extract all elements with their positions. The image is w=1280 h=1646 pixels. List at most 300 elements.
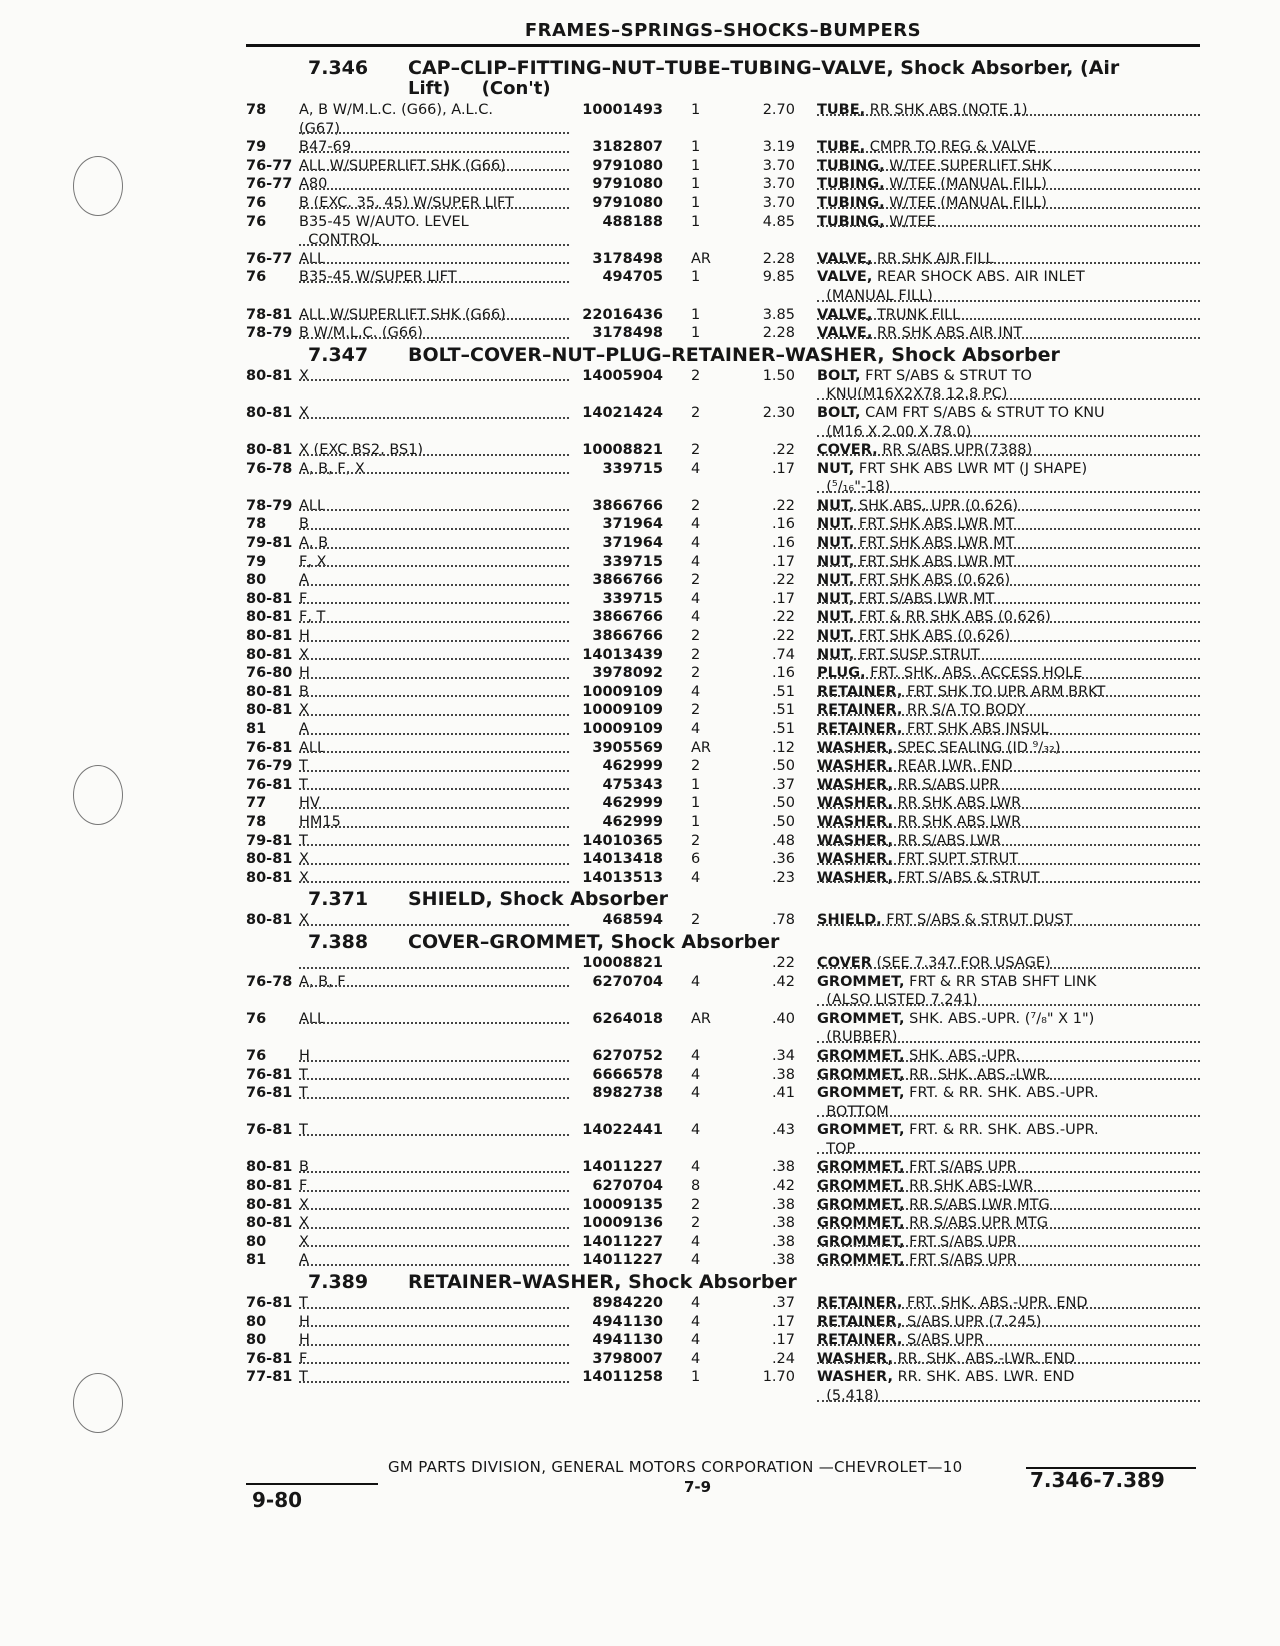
- dot-leader: [817, 318, 1200, 320]
- quantity: 4: [691, 535, 701, 552]
- model-year: 76-81: [246, 739, 293, 756]
- part-description: [795, 1121, 1200, 1158]
- description-line: [817, 515, 1200, 534]
- model-application: [299, 1010, 577, 1029]
- model-application: [299, 324, 577, 343]
- table-row: [246, 1294, 1200, 1313]
- description-line: [817, 534, 1200, 553]
- description-line: [817, 1294, 1200, 1313]
- description-detail: FRT S/ABS UPR: [904, 1233, 1017, 1250]
- footer-rule-left: [246, 1483, 378, 1485]
- part-description: [795, 194, 1200, 213]
- model-application: [299, 664, 577, 683]
- dot-leader: [817, 207, 1200, 209]
- table-row: [246, 1047, 1200, 1066]
- description-detail: FRT S/ABS & STRUT DUST: [881, 912, 1073, 929]
- quantity: 2: [691, 665, 701, 682]
- section-title: [408, 58, 1200, 99]
- model-text: X (EXC BS2, BS1): [299, 442, 427, 458]
- dot-leader: [299, 924, 569, 926]
- dot-leader: [817, 1362, 1200, 1364]
- description-line: [817, 869, 1200, 888]
- table-row: [246, 869, 1200, 888]
- model-line: [299, 1047, 569, 1066]
- quantity: 1: [691, 102, 701, 118]
- dot-leader: [299, 509, 569, 511]
- price: .22: [771, 628, 795, 645]
- description-line: [817, 213, 1200, 232]
- description-text: [817, 665, 1086, 681]
- description-text: [817, 974, 1100, 990]
- dot-leader: [817, 1041, 1200, 1043]
- description-text: [817, 955, 1055, 971]
- description-text: [817, 1178, 1037, 1194]
- table-row: [246, 1214, 1200, 1233]
- description-detail: BOTTOM: [817, 1103, 889, 1120]
- dot-leader: [817, 826, 1200, 828]
- description-line: [817, 1010, 1200, 1029]
- table-row: [246, 590, 1200, 609]
- part-description: [795, 1158, 1200, 1177]
- model-text: B (EXC. 35, 45) W/SUPER LIFT: [299, 195, 518, 211]
- description-keyword: RETAINER,: [817, 683, 903, 700]
- dot-leader: [817, 151, 1200, 153]
- description-line: [817, 1047, 1200, 1066]
- part-description: [795, 1084, 1200, 1121]
- description-keyword: GROMMET,: [817, 1047, 905, 1064]
- description-keyword: NUT,: [817, 516, 855, 533]
- model-line: [299, 213, 569, 232]
- part-description: [795, 441, 1200, 460]
- model-line: [299, 515, 569, 534]
- quantity: 1: [691, 813, 701, 830]
- model-year: 76: [246, 1047, 267, 1064]
- table-row: [246, 973, 1200, 1010]
- model-year: 76-81: [246, 1066, 293, 1083]
- description-line: [817, 1158, 1200, 1177]
- description-text: [817, 1314, 1045, 1330]
- part-description: [795, 869, 1200, 888]
- model-application: [299, 739, 577, 758]
- description-detail: FRT SHK ABS LWR MT: [854, 553, 1015, 570]
- description-line: [817, 324, 1200, 343]
- part-description: [795, 776, 1200, 795]
- dot-leader: [817, 1325, 1200, 1327]
- price: .22: [771, 442, 795, 459]
- model-line: [299, 553, 569, 572]
- description-text: [817, 1351, 1079, 1367]
- description-keyword: WASHER,: [817, 1350, 893, 1367]
- model-line: [299, 1010, 569, 1029]
- description-keyword: BOLT,: [817, 367, 861, 384]
- model-text: B47-69: [299, 139, 355, 155]
- section-title-text: RETAINER–WASHER, Shock Absorber: [408, 1271, 797, 1294]
- model-line: [299, 664, 569, 683]
- model-application: [299, 954, 577, 973]
- description-keyword: GROMMET,: [817, 1233, 905, 1250]
- part-number: 14022441: [582, 1122, 663, 1139]
- model-text: T: [299, 777, 312, 793]
- dot-leader: [299, 1362, 569, 1364]
- model-text: X: [299, 702, 313, 718]
- model-line: [299, 832, 569, 851]
- part-number: 10009136: [582, 1215, 663, 1232]
- model-year: 78: [246, 813, 267, 830]
- dot-leader: [817, 398, 1200, 400]
- price: .37: [771, 1295, 795, 1312]
- part-number: 494705: [602, 269, 663, 286]
- dot-leader: [299, 318, 569, 320]
- description-line: [817, 460, 1200, 479]
- part-description: [795, 794, 1200, 813]
- description-line: [817, 794, 1200, 813]
- part-description: [795, 175, 1200, 194]
- dot-leader: [299, 985, 569, 987]
- description-keyword: TUBING,: [817, 176, 885, 193]
- model-text: T: [299, 833, 312, 849]
- description-line: [817, 590, 1200, 609]
- part-description: [795, 1177, 1200, 1196]
- description-keyword: NUT,: [817, 590, 855, 607]
- description-line: [817, 1368, 1200, 1387]
- model-line: [299, 571, 569, 590]
- punch-hole-top: [73, 156, 123, 216]
- model-year: 78-81: [246, 306, 293, 323]
- model-application: [299, 1294, 577, 1313]
- model-text: F: [299, 1178, 311, 1194]
- description-text: [817, 758, 1016, 774]
- description-keyword: RETAINER,: [817, 721, 903, 737]
- model-application: [299, 832, 577, 851]
- part-number: 14011227: [582, 1233, 663, 1250]
- part-description: [795, 1251, 1200, 1270]
- model-line: [299, 1331, 569, 1350]
- section-number: 7.388: [308, 930, 369, 953]
- description-detail: FRT SHK ABS INSUL: [902, 721, 1049, 737]
- model-text: A, B, F: [299, 974, 350, 990]
- model-text: B W/M.L.C. (G66): [299, 325, 427, 341]
- model-year: 76-81: [246, 1085, 293, 1102]
- description-line: [817, 776, 1200, 795]
- dot-leader: [299, 602, 569, 604]
- dot-leader: [299, 881, 569, 883]
- model-line: [299, 250, 569, 269]
- part-description: [795, 1368, 1200, 1405]
- section-title-continued: Lift) (Con't): [408, 78, 551, 99]
- price: .24: [771, 1350, 795, 1367]
- model-line: [299, 757, 569, 776]
- section-number: 7.371: [308, 888, 369, 911]
- dot-leader: [299, 472, 569, 474]
- model-year: 80-81: [246, 367, 293, 384]
- part-number: 488188: [602, 213, 663, 230]
- description-text: [817, 1067, 1055, 1083]
- price: .48: [771, 832, 795, 849]
- quantity: 4: [691, 1233, 701, 1250]
- description-line: [817, 441, 1200, 460]
- dot-leader: [817, 262, 1200, 264]
- model-line: [299, 231, 569, 250]
- model-text: ALL: [299, 498, 329, 514]
- model-year: 80-81: [246, 1159, 293, 1176]
- price: 2.70: [762, 102, 795, 118]
- description-detail: RR S/ABS LWR: [893, 832, 1002, 849]
- section-title-text: CAP–CLIP–FITTING–NUT–TUBE–TUBING–VALVE, Shock Absorber, (Air: [408, 57, 1120, 79]
- table-row: [246, 813, 1200, 832]
- dot-leader: [817, 528, 1200, 530]
- description-text: [817, 102, 1032, 118]
- model-line: [299, 324, 569, 343]
- dot-leader: [299, 788, 569, 790]
- description-detail: FRT SHK ABS LWR MT: [854, 516, 1015, 533]
- part-description: [795, 268, 1200, 305]
- description-line: [817, 701, 1200, 720]
- model-year: 80-81: [246, 683, 293, 700]
- description-text: [817, 1159, 1021, 1175]
- model-application: [299, 515, 577, 534]
- footer-publisher: GM PARTS DIVISION, GENERAL MOTORS CORPORATION —CHEVROLET—10: [388, 1458, 963, 1476]
- dot-leader: [299, 1078, 569, 1080]
- model-line: [299, 850, 569, 869]
- model-line: [299, 794, 569, 813]
- dot-leader: [817, 714, 1200, 716]
- dot-leader: [299, 1134, 569, 1136]
- model-text: A80: [299, 176, 331, 192]
- table-row: [246, 553, 1200, 572]
- quantity: AR: [691, 250, 711, 267]
- description-line: [817, 571, 1200, 590]
- description-detail: KNU(M16X2X78 12.8 PC): [817, 386, 1008, 403]
- model-text: H: [299, 1314, 314, 1330]
- dot-leader: [817, 788, 1200, 790]
- part-number: 3178498: [592, 250, 663, 267]
- model-year: 78-79: [246, 325, 293, 342]
- parts-list: [246, 56, 1200, 1406]
- table-row: [246, 720, 1200, 739]
- model-application: [299, 571, 577, 590]
- dot-leader: [817, 807, 1200, 809]
- part-number: 4941130: [592, 1332, 663, 1349]
- model-text: H: [299, 1332, 314, 1348]
- table-row: [246, 1313, 1200, 1332]
- part-description: [795, 608, 1200, 627]
- part-number: 14013439: [582, 646, 663, 663]
- quantity: 2: [691, 628, 701, 645]
- price: .16: [771, 535, 795, 552]
- table-row: [246, 1350, 1200, 1369]
- part-description: [795, 101, 1200, 120]
- model-line: [299, 138, 569, 157]
- model-year: 76-81: [246, 1295, 293, 1312]
- dot-leader: [817, 1245, 1200, 1247]
- description-keyword: GROMMET,: [817, 1010, 905, 1027]
- table-row: [246, 571, 1200, 590]
- description-text: [817, 851, 1022, 867]
- description-detail: (ALSO LISTED 7.241): [817, 992, 978, 1009]
- model-application: [299, 250, 577, 269]
- quantity: 4: [691, 553, 701, 570]
- price: .16: [771, 516, 795, 533]
- description-detail: (⁵/₁₆"-18): [817, 479, 891, 496]
- part-number: 14005904: [582, 367, 663, 384]
- description-detail: RR. SHK. ABS.-LWR. END: [893, 1350, 1075, 1367]
- description-detail: RR SHK AIR FILL: [872, 250, 994, 267]
- dot-leader: [299, 547, 569, 549]
- price: .37: [771, 776, 795, 793]
- description-text: [817, 1104, 893, 1120]
- model-year: 79-81: [246, 832, 293, 849]
- model-year: 80-81: [246, 1178, 293, 1195]
- part-number: 3178498: [592, 325, 663, 342]
- description-line: [817, 683, 1200, 702]
- part-description: [795, 1233, 1200, 1252]
- dot-leader: [817, 695, 1200, 697]
- quantity: 1: [691, 306, 701, 323]
- part-description: [795, 553, 1200, 572]
- model-line: [299, 954, 569, 973]
- price: .22: [771, 609, 795, 626]
- dot-leader: [299, 751, 569, 753]
- table-row: [246, 534, 1200, 553]
- dot-leader: [817, 1344, 1200, 1346]
- description-keyword: TUBING,: [817, 213, 885, 230]
- description-line: [817, 478, 1200, 497]
- description-line: [817, 1103, 1200, 1122]
- model-year: 80-81: [246, 1215, 293, 1232]
- description-keyword: GROMMET,: [817, 1066, 905, 1083]
- table-row: [246, 776, 1200, 795]
- table-row: [246, 194, 1200, 213]
- price: .51: [771, 702, 795, 719]
- table-row: [246, 324, 1200, 343]
- part-description: [795, 954, 1200, 973]
- quantity: 4: [691, 683, 701, 700]
- model-application: [299, 646, 577, 665]
- description-detail: SHK. ABS.-UPR. (⁷/₈" X 1"): [904, 1010, 1095, 1027]
- quantity: 1: [691, 176, 701, 193]
- part-number: 3978092: [592, 665, 663, 682]
- model-text: T: [299, 1295, 312, 1311]
- model-application: [299, 1233, 577, 1252]
- description-text: [817, 1011, 1098, 1027]
- part-description: [795, 515, 1200, 534]
- model-line: [299, 1233, 569, 1252]
- dot-leader: [299, 1307, 569, 1309]
- price: .17: [771, 553, 795, 570]
- model-text: B: [299, 1159, 313, 1175]
- description-keyword: GROMMET,: [817, 1196, 905, 1213]
- quantity: 2: [691, 758, 701, 775]
- table-row: [246, 1233, 1200, 1252]
- model-text: A, B W/M.L.C. (G66), A.L.C.: [299, 102, 497, 118]
- dot-leader: [299, 244, 569, 246]
- part-description: [795, 911, 1200, 930]
- model-line: [299, 441, 569, 460]
- model-year: 78-79: [246, 497, 293, 514]
- price: 3.70: [762, 157, 795, 174]
- description-keyword: NUT,: [817, 609, 855, 626]
- dot-leader: [817, 1060, 1200, 1062]
- quantity: 4: [691, 1313, 701, 1330]
- dot-leader: [817, 677, 1200, 679]
- part-number: 339715: [602, 460, 663, 477]
- table-row: [246, 213, 1200, 250]
- table-row: [246, 250, 1200, 269]
- description-line: [817, 250, 1200, 269]
- model-line: [299, 869, 569, 888]
- model-line: [299, 1251, 569, 1270]
- part-description: [795, 534, 1200, 553]
- table-row: [246, 646, 1200, 665]
- description-detail: SHK. ABS.-UPR.: [904, 1047, 1021, 1064]
- dot-leader: [299, 714, 569, 716]
- description-keyword: RETAINER,: [817, 1295, 903, 1312]
- quantity: 2: [691, 404, 701, 421]
- description-line: [817, 720, 1200, 739]
- description-text: [817, 479, 894, 495]
- quantity: 4: [691, 460, 701, 477]
- description-keyword: GROMMET,: [817, 1252, 905, 1269]
- model-year: 76-78: [246, 973, 293, 990]
- model-application: [299, 813, 577, 832]
- model-line: [299, 306, 569, 325]
- dot-leader: [299, 1190, 569, 1192]
- description-keyword: BOLT,: [817, 404, 861, 421]
- model-application: [299, 1196, 577, 1215]
- model-text: T: [299, 1122, 312, 1138]
- part-number: 8982738: [592, 1085, 663, 1102]
- model-application: [299, 306, 577, 325]
- quantity: 4: [691, 1066, 701, 1083]
- model-line: [299, 194, 569, 213]
- section-title-text: SHIELD, Shock Absorber: [408, 888, 669, 911]
- price: 3.70: [762, 194, 795, 211]
- price: .38: [771, 1196, 795, 1213]
- quantity: 4: [691, 590, 701, 607]
- model-line: [299, 268, 569, 287]
- model-year: 81: [246, 721, 267, 737]
- model-text: ALL W/SUPERLIFT SHK (G66): [299, 307, 510, 323]
- price: 4.85: [762, 213, 795, 230]
- quantity: 1: [691, 1369, 701, 1386]
- price: .38: [771, 1159, 795, 1176]
- quantity: 1: [691, 776, 701, 793]
- part-description: [795, 646, 1200, 665]
- model-line: [299, 120, 569, 139]
- model-text: T: [299, 1369, 312, 1385]
- model-year: 76-79: [246, 758, 293, 775]
- table-row: [246, 1158, 1200, 1177]
- price: .50: [771, 795, 795, 812]
- table-row: [246, 954, 1200, 973]
- dot-leader: [299, 565, 569, 567]
- dot-leader: [817, 863, 1200, 865]
- description-detail: FRT S/ABS LWR MT: [854, 590, 995, 607]
- part-number: 462999: [602, 795, 663, 812]
- table-row: [246, 832, 1200, 851]
- model-year: 80-81: [246, 851, 293, 868]
- description-line: [817, 973, 1200, 992]
- dot-leader: [817, 435, 1200, 437]
- description-detail: FRT. & RR. SHK. ABS.-UPR.: [904, 1122, 1099, 1139]
- model-line: [299, 608, 569, 627]
- dot-leader: [817, 1004, 1200, 1006]
- description-keyword: VALVE,: [817, 269, 873, 286]
- model-application: [299, 869, 577, 888]
- description-text: [817, 1295, 1092, 1311]
- part-description: [795, 460, 1200, 497]
- table-row: [246, 441, 1200, 460]
